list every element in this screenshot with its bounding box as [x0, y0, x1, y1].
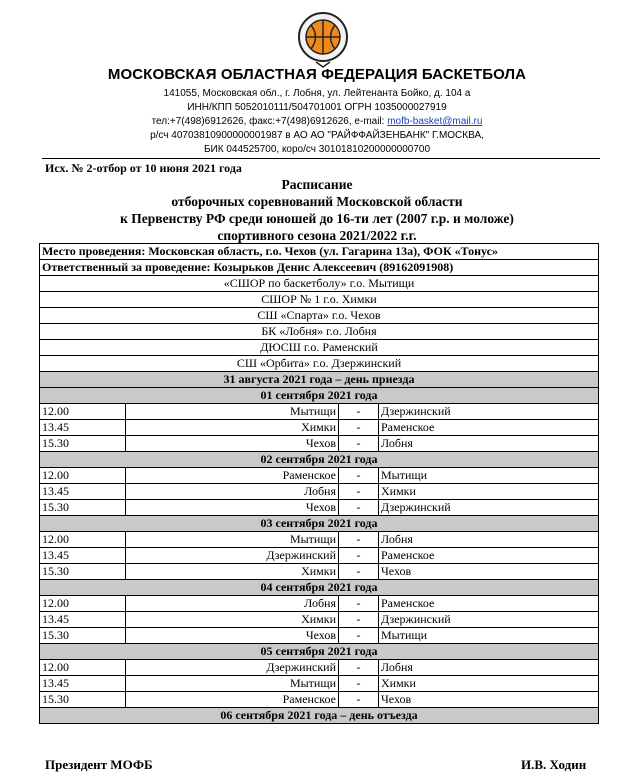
game-time: 13.45 — [40, 548, 126, 564]
game-away: Дзержинский — [379, 404, 599, 420]
header-rule — [42, 158, 600, 159]
game-time: 15.30 — [40, 692, 126, 708]
team-cell: СШ «Орбита» г.о. Дзержинский — [40, 356, 599, 372]
team-row — [40, 276, 599, 292]
game-time: 12.00 — [40, 596, 126, 612]
day-header-row — [40, 580, 599, 596]
game-row — [40, 468, 599, 484]
game-row — [40, 484, 599, 500]
game-time: 12.00 — [40, 532, 126, 548]
game-home: Чехов — [126, 500, 339, 516]
game-row — [40, 420, 599, 436]
team-row — [40, 324, 599, 340]
departure-row — [40, 708, 599, 724]
team-cell: СШОР № 1 г.о. Химки — [40, 292, 599, 308]
game-away: Чехов — [379, 564, 599, 580]
game-separator: - — [339, 612, 379, 628]
game-away: Лобня — [379, 436, 599, 452]
team-cell: СШ «Спарта» г.о. Чехов — [40, 308, 599, 324]
game-row — [40, 532, 599, 548]
game-home: Дзержинский — [126, 660, 339, 676]
game-time: 12.00 — [40, 468, 126, 484]
game-away: Дзержинский — [379, 500, 599, 516]
contacts-text: тел:+7(498)6912626, факс:+7(498)6912626, e-mail: — [151, 116, 388, 127]
federation-logo — [298, 10, 348, 68]
game-time: 12.00 — [40, 404, 126, 420]
game-separator: - — [339, 596, 379, 612]
arrival-cell: 31 августа 2021 года – день приезда — [40, 372, 599, 388]
team-row — [40, 292, 599, 308]
day-header-row — [40, 452, 599, 468]
game-time: 15.30 — [40, 436, 126, 452]
game-separator: - — [339, 404, 379, 420]
signature-name: И.В. Ходин — [521, 757, 587, 772]
team-row — [40, 308, 599, 324]
game-row — [40, 500, 599, 516]
day-header-row — [40, 644, 599, 660]
day-date-cell: 04 сентября 2021 года — [40, 580, 599, 596]
game-row — [40, 612, 599, 628]
game-separator: - — [339, 628, 379, 644]
game-home: Мытищи — [126, 404, 339, 420]
game-row — [40, 628, 599, 644]
venue-cell: Место проведения: Московская область, г.о. Чехов (ул. Гагарина 13а), ФОК «Тонус» — [40, 244, 599, 260]
game-row — [40, 676, 599, 692]
game-home: Раменское — [126, 468, 339, 484]
game-away: Дзержинский — [379, 612, 599, 628]
responsible-row — [40, 260, 599, 276]
game-separator: - — [339, 420, 379, 436]
game-separator: - — [339, 692, 379, 708]
game-row — [40, 436, 599, 452]
departure-cell: 06 сентября 2021 года – день отъезда — [40, 708, 599, 724]
responsible-cell: Ответственный за проведение: Козырьков Денис Алексеевич (89162091908) — [40, 260, 599, 276]
game-away: Химки — [379, 676, 599, 692]
game-home: Чехов — [126, 628, 339, 644]
arrival-row — [40, 372, 599, 388]
title-line: к Первенству РФ среди юношей до 16-ти лет (2007 г.р. и моложе) — [120, 211, 514, 226]
email-link[interactable]: mofb-basket@mail.ru — [387, 116, 483, 127]
game-separator: - — [339, 548, 379, 564]
day-header-row — [40, 516, 599, 532]
game-away: Лобня — [379, 532, 599, 548]
game-time: 13.45 — [40, 612, 126, 628]
game-home: Раменское — [126, 692, 339, 708]
game-away: Лобня — [379, 660, 599, 676]
title-line: отборочных соревнований Московской области — [171, 194, 463, 209]
org-bank-bik: БИК 044525700, коро/сч 30101810200000000700 — [203, 144, 431, 155]
day-date-cell: 03 сентября 2021 года — [40, 516, 599, 532]
game-away: Раменское — [379, 596, 599, 612]
game-away: Раменское — [379, 420, 599, 436]
game-home: Чехов — [126, 436, 339, 452]
game-time: 15.30 — [40, 500, 126, 516]
team-row — [40, 340, 599, 356]
game-home: Дзержинский — [126, 548, 339, 564]
game-time: 15.30 — [40, 564, 126, 580]
title-line: Расписание — [281, 177, 353, 192]
game-row — [40, 692, 599, 708]
venue-row — [40, 244, 599, 260]
game-home: Мытищи — [126, 532, 339, 548]
game-home: Лобня — [126, 596, 339, 612]
day-date-cell: 05 сентября 2021 года — [40, 644, 599, 660]
doc-title — [0, 176, 634, 244]
outgoing-number: Исх. № 2-отбор от 10 июня 2021 года — [45, 161, 242, 175]
schedule-table — [39, 243, 599, 724]
game-away: Химки — [379, 484, 599, 500]
game-separator: - — [339, 436, 379, 452]
day-date-cell: 02 сентября 2021 года — [40, 452, 599, 468]
team-cell: БК «Лобня» г.о. Лобня — [40, 324, 599, 340]
game-row — [40, 548, 599, 564]
game-home: Лобня — [126, 484, 339, 500]
org-address: 141055, Московская обл., г. Лобня, ул. Лейтенанта Бойко, д. 104 а — [163, 88, 471, 99]
game-time: 15.30 — [40, 628, 126, 644]
game-separator: - — [339, 500, 379, 516]
game-row — [40, 660, 599, 676]
day-header-row — [40, 388, 599, 404]
game-separator: - — [339, 660, 379, 676]
game-time: 13.45 — [40, 484, 126, 500]
game-home: Химки — [126, 612, 339, 628]
game-separator: - — [339, 564, 379, 580]
game-row — [40, 564, 599, 580]
org-contacts — [0, 115, 634, 129]
game-home: Химки — [126, 420, 339, 436]
game-separator: - — [339, 676, 379, 692]
game-row — [40, 404, 599, 420]
game-time: 12.00 — [40, 660, 126, 676]
game-separator: - — [339, 468, 379, 484]
org-inn: ИНН/КПП 5052010111/504701001 ОГРН 1035000027919 — [187, 102, 447, 113]
game-row — [40, 596, 599, 612]
signature-position: Президент МОФБ — [45, 757, 153, 772]
game-time: 13.45 — [40, 420, 126, 436]
game-away: Мытищи — [379, 628, 599, 644]
org-name: МОСКОВСКАЯ ОБЛАСТНАЯ ФЕДЕРАЦИЯ БАСКЕТБОЛА — [107, 66, 527, 83]
game-away: Раменское — [379, 548, 599, 564]
team-cell: «СШОР по баскетболу» г.о. Мытищи — [40, 276, 599, 292]
game-away: Чехов — [379, 692, 599, 708]
game-home: Мытищи — [126, 676, 339, 692]
team-row — [40, 356, 599, 372]
org-bank-account: р/сч 40703810900000001987 в АО АО "РАЙФФАЙЗЕНБАНК" Г.МОСКВА, — [150, 130, 484, 141]
game-separator: - — [339, 532, 379, 548]
game-time: 13.45 — [40, 676, 126, 692]
game-home: Химки — [126, 564, 339, 580]
game-away: Мытищи — [379, 468, 599, 484]
team-cell: ДЮСШ г.о. Раменский — [40, 340, 599, 356]
day-date-cell: 01 сентября 2021 года — [40, 388, 599, 404]
game-separator: - — [339, 484, 379, 500]
title-line: спортивного сезона 2021/2022 г.г. — [217, 228, 417, 243]
